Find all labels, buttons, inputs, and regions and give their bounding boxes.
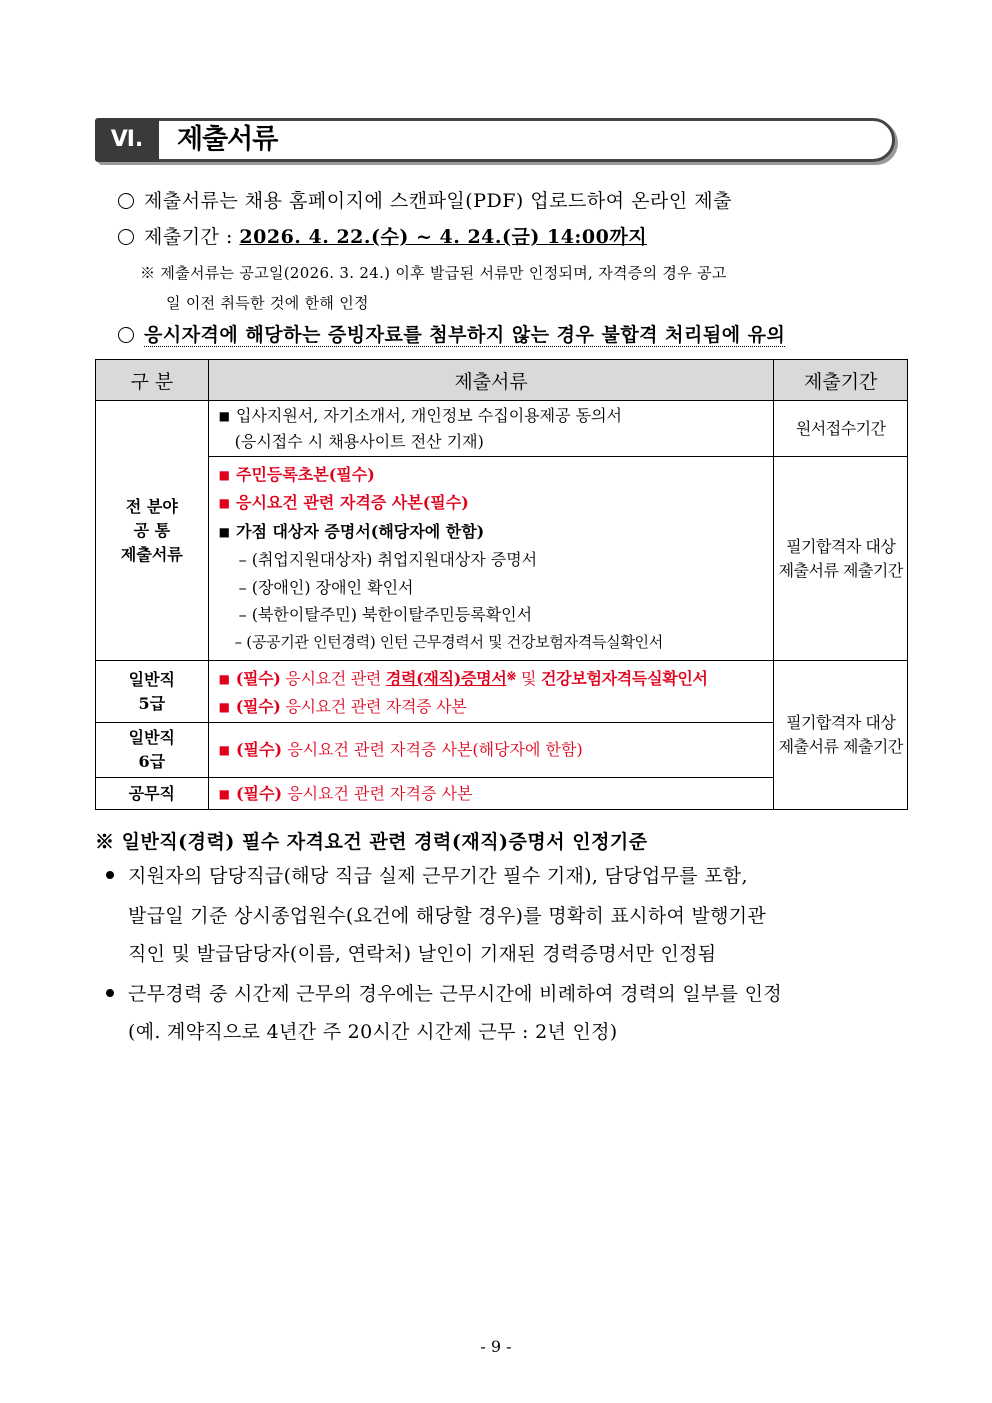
table-row [96, 457, 908, 661]
square-bullet-icon: ■ [218, 743, 230, 757]
square-bullet-icon: ■ [218, 496, 230, 511]
intro-line-1-text: 제출서류는 채용 홈페이지에 스캔파일(PDF) 업로드하여 온라인 제출 [144, 190, 732, 212]
header-category: 구 분 [96, 360, 209, 401]
period-text: 필기합격자 대상 [786, 536, 896, 556]
intro-line-2 [118, 222, 647, 249]
intro-line-3 [118, 320, 785, 347]
doc-item [219, 403, 768, 429]
intro-line-3-text: 응시자격에 해당하는 증빙자료를 첨부하지 않는 경우 불합격 처리됨에 유의 [144, 324, 786, 346]
doc-text: 주민등록초본(필수) [235, 464, 375, 484]
doc-sub-item: – (장애인) 장애인 확인서 [238, 577, 414, 597]
dot-bullet-icon [106, 989, 114, 997]
criteria-bullet-1 [106, 861, 748, 888]
section-title: 제출서류 [177, 124, 278, 155]
circle-bullet-icon [118, 229, 134, 245]
doc-text: 응시요건 관련 [280, 669, 386, 688]
doc-item [219, 489, 768, 518]
square-bullet-icon: ■ [218, 524, 230, 539]
square-bullet-icon: ■ [218, 786, 230, 801]
period-text: 제출서류 제출기간 [778, 737, 903, 756]
civil-category-cell: 공무직 [96, 778, 209, 810]
square-bullet-icon: ■ [218, 467, 230, 482]
period-text: 제출서류 제출기간 [778, 560, 903, 580]
common-period-cell-1: 원서접수기간 [774, 401, 908, 457]
table-header-row [96, 360, 908, 401]
asterisk-mark: ※ [506, 669, 517, 683]
doc-text: 응시요건 관련 자격증 사본(해당자에 한함) [282, 740, 583, 759]
doc-item [219, 662, 768, 693]
required-tag: (필수) [235, 783, 283, 803]
common-category-cell [96, 401, 209, 661]
square-bullet-icon: ■ [218, 700, 230, 714]
header-documents: 제출서류 [208, 360, 774, 401]
common-docs-cell-2 [208, 457, 774, 661]
criteria-title: ※ 일반직(경력) 필수 자격요건 관련 경력(재직)증명서 인정기준 [95, 831, 648, 853]
grade6-docs-cell [208, 723, 774, 778]
table-row [96, 401, 908, 457]
grade5-category-cell [96, 661, 209, 723]
doc-text: 응시요건 관련 자격증 사본 [280, 697, 467, 716]
doc-text: 경력(재직)증명서 [385, 669, 507, 688]
intro-line-1 [118, 186, 732, 213]
table-row [96, 661, 908, 723]
doc-text: 응시요건 관련 자격증 사본 [282, 783, 473, 803]
doc-text: 건강보험자격득실확인서 [540, 669, 708, 688]
section-number: Ⅵ. [95, 118, 159, 162]
criteria-bullet-2-line-2: (예. 계약직으로 4년간 주 20시간 시간제 근무 : 2년 인정) [128, 1021, 618, 1043]
category-text: 일반직 [128, 728, 175, 747]
doc-text: 가점 대상자 증명서(해당자에 한함) [235, 521, 485, 541]
header-period: 제출기간 [774, 360, 908, 401]
doc-item [219, 461, 768, 490]
required-tag: (필수) [235, 669, 281, 688]
grade6-category-cell [96, 723, 209, 778]
criteria-bullet-1-line-2: 발급일 기준 상시종업원수(요건에 해당할 경우)를 명확히 표시하여 발행기관 [128, 905, 767, 927]
doc-sub-item: – (공공기관 인턴경력) 인턴 근무경력서 및 건강보험자격득실확인서 [234, 632, 663, 651]
doc-text: 입사지원서, 자기소개서, 개인정보 수집이용제공 동의서 [235, 405, 622, 425]
note-line-2: 일 이전 취득한 것에 한해 인정 [166, 294, 369, 312]
common-period-cell-2 [774, 457, 908, 661]
circle-bullet-icon [118, 327, 134, 343]
category-text: 제출서류 [120, 544, 183, 564]
period-text: 필기합격자 대상 [786, 713, 896, 732]
criteria-text: 근무경력 중 시간제 근무의 경우에는 근무시간에 비례하여 경력의 일부를 인정 [128, 983, 782, 1005]
doc-item [219, 736, 768, 764]
note-line-1: ※ 제출서류는 공고일(2026. 3. 24.) 이후 발급된 서류만 인정되며, 자격증의 경우 공고 [140, 264, 727, 282]
category-text: 일반직 [128, 669, 175, 689]
square-bullet-icon: ■ [218, 672, 230, 686]
doc-sub-item: – (취업지원대상자) 취업지원대상자 증명서 [238, 550, 538, 570]
criteria-bullet-1-line-3: 직인 및 발급담당자(이름, 연락처) 날인이 기재된 경력증명서만 인정됨 [128, 943, 717, 965]
circle-bullet-icon [118, 193, 134, 209]
dot-bullet-icon [106, 871, 114, 879]
category-text: 5급 [138, 693, 166, 713]
doc-sub-item: – (북한이탈주민) 북한이탈주민등록확인서 [238, 605, 533, 625]
doc-item [219, 693, 768, 721]
doc-text: (응시접수 시 채용사이트 전산 기재) [234, 431, 484, 451]
category-text: 6급 [138, 752, 166, 771]
required-tag: (필수) [235, 697, 281, 716]
criteria-bullet-2 [106, 979, 782, 1006]
documents-table [95, 359, 908, 810]
lower-period-cell [774, 661, 908, 810]
page-number: - 9 - [480, 1337, 512, 1356]
criteria-text: 지원자의 담당직급(해당 직급 실제 근무기간 필수 기재), 담당업무를 포함, [128, 865, 748, 887]
submission-period-label: 제출기간 : [144, 226, 240, 248]
doc-item [219, 780, 768, 808]
common-docs-cell-1 [208, 401, 774, 457]
category-text: 공 통 [133, 520, 171, 540]
doc-text: 응시요건 관련 자격증 사본(필수) [235, 493, 469, 513]
section-header [95, 118, 898, 166]
grade5-docs-cell [208, 661, 774, 723]
square-bullet-icon: ■ [218, 408, 230, 423]
category-text: 전 분야 [125, 496, 178, 516]
doc-item [219, 518, 768, 547]
civil-docs-cell [208, 778, 774, 810]
doc-text: 및 [516, 669, 541, 688]
submission-period: 2026. 4. 22.(수) ~ 4. 24.(금) 14:00까지 [239, 226, 648, 248]
required-tag: (필수) [235, 740, 283, 759]
